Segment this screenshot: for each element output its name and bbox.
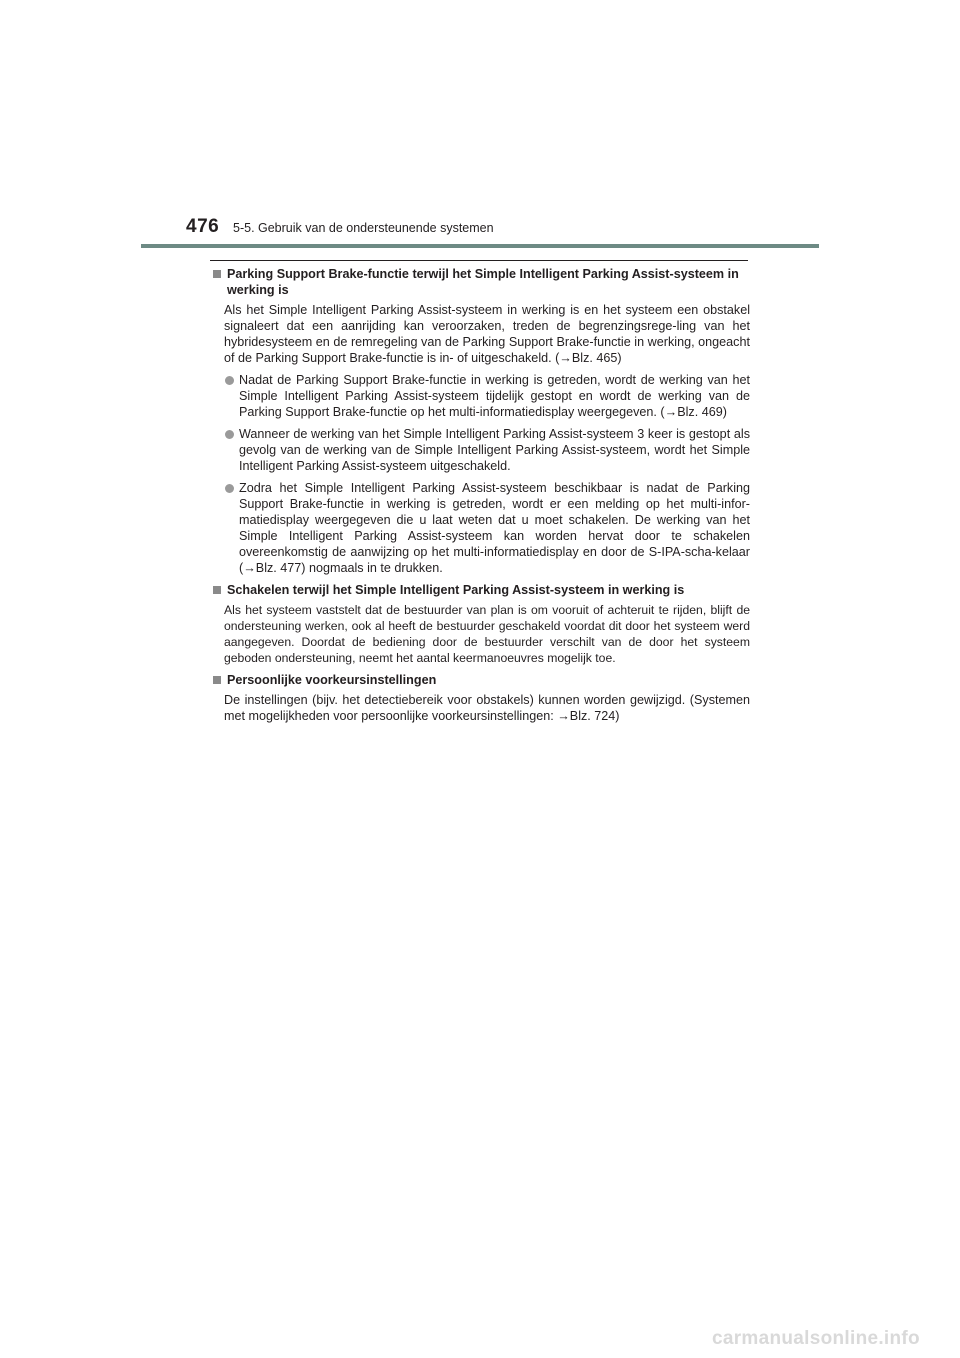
section-heading — [210, 266, 750, 298]
section-paragraph: Als het Simple Intelligent Parking Assist-systeem in werking is en het systeem een obstakel signaleert dat een aanrijding kan veroorzaken, treden de begrenzingsrege-ling van het hybridesysteem en de remregeling van de Parking Support Brake-functie in werking, ongeacht of de Parking Support Brake-functie is in- of uitgeschakeld. (→Blz. 465) — [224, 303, 750, 365]
section-heading-text: Parking Support Brake-functie terwijl het Simple Intelligent Parking Assist-systeem in werking is — [227, 267, 739, 297]
circle-bullet-icon — [225, 484, 234, 493]
list-item-text: Nadat de Parking Support Brake-functie in werking is getreden, wordt de werking van het Simple Intelligent Parking Assist-systeem tijdelijk gestopt en wordt de werking van de Parking Support Brake-functie op het multi-informatiedisplay weergegeven. (→Blz. 469) — [239, 373, 750, 419]
chapter-title: 5-5. Gebruik van de ondersteunende systemen — [233, 221, 494, 235]
list-item — [224, 480, 750, 576]
header-rule — [141, 244, 819, 248]
list-item — [224, 372, 750, 420]
circle-bullet-icon — [225, 430, 234, 439]
section-heading — [210, 672, 750, 688]
section-heading-text: Schakelen terwijl het Simple Intelligent Parking Assist-systeem in werking is — [227, 583, 685, 597]
section-paragraph: De instellingen (bijv. het detectiebereik voor obstakels) kunnen worden gewijzigd. (Systemen met mogelijkheden voor persoonlijke voorkeursinstellingen: →Blz. 724) — [224, 693, 750, 723]
section-divider — [210, 260, 748, 261]
page-number: 476 — [186, 216, 220, 237]
list-item — [224, 426, 750, 474]
section-heading-text: Persoonlijke voorkeursinstellingen — [227, 673, 437, 687]
circle-bullet-icon — [225, 376, 234, 385]
list-item-text: Wanneer de werking van het Simple Intelligent Parking Assist-systeem 3 keer is gestopt als gevolg van de werking van de Simple Intelligent Parking Assist-systeem, wordt het Simple Intelligent Parking Assist-systeem uitgeschakeld. — [239, 427, 750, 473]
section-parking-support-brake — [210, 266, 750, 576]
section-heading — [210, 582, 750, 598]
page-content — [210, 266, 750, 730]
section-schakelen — [210, 582, 750, 666]
list-item-text: Zodra het Simple Intelligent Parking Assist-systeem beschikbaar is nadat de Parking Support Brake-functie in werking is getreden, wordt er een melding op het multi-infor-matiedisplay weergegeven die u laat weten dat u moet schakelen. De werking van het Simple Intelligent Parking Assist-systeem kan worden hervat door te schakelen overeenkomstig de aanwijzing op het multi-informatiedisplay en door de S-IPA-scha-kelaar (→Blz. 477) nogmaals in te drukken. — [239, 481, 750, 575]
square-bullet-icon — [213, 676, 221, 684]
section-voorkeursinstellingen — [210, 672, 750, 724]
square-bullet-icon — [213, 586, 221, 594]
section-paragraph: Als het systeem vaststelt dat de bestuurder van plan is om vooruit of achteruit te rijden, blijft de ondersteuning werken, ook al heeft de bestuurder geschakeld voordat dit door het systeem werd aangegeven. Doordat de bediening door de bestuurder verschilt van de door het systeem geboden ondersteuning, neemt het aantal keermanoeuvres mogelijk toe. — [224, 603, 750, 665]
watermark: carmanualsonline.info — [712, 1328, 920, 1349]
square-bullet-icon — [213, 270, 221, 278]
